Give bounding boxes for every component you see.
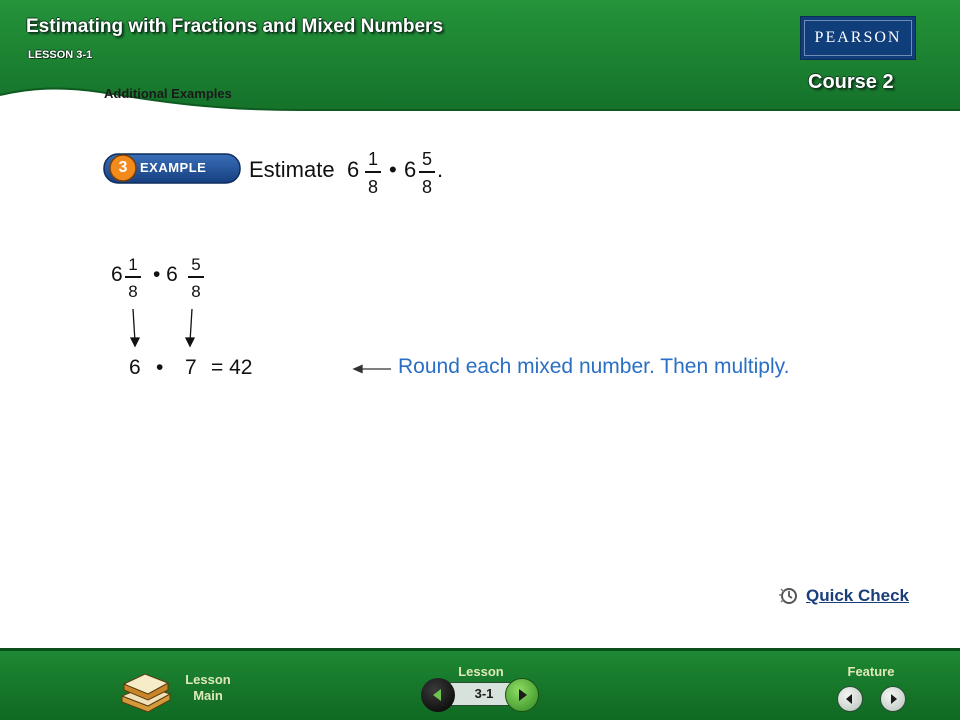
- example-number: 3: [118, 159, 128, 176]
- lesson-main-line-1: Lesson: [185, 672, 231, 687]
- feature-nav-label: Feature: [847, 664, 895, 679]
- lesson-main-line-2: Main: [193, 688, 223, 704]
- product-result: = 42: [211, 356, 253, 379]
- lesson-nav-label: Lesson: [458, 664, 504, 679]
- pearson-logo: [800, 16, 916, 60]
- quick-check-link[interactable]: [778, 585, 909, 607]
- next-feature-button[interactable]: [880, 686, 906, 712]
- chevron-right-icon: [887, 693, 899, 705]
- lesson-main-link[interactable]: [176, 672, 240, 705]
- pearson-logo-text: PEARSON: [814, 29, 902, 46]
- work-fraction-bar-2: [188, 276, 204, 278]
- example-label: EXAMPLE: [140, 160, 207, 175]
- rounded-value-1: 6: [129, 356, 141, 379]
- work-numerator-1: 1: [128, 255, 138, 274]
- chevron-left-icon: [844, 693, 856, 705]
- left-arrow-icon: [354, 366, 391, 373]
- quick-check-icon: [778, 585, 800, 607]
- prompt-fraction-bar-1: [365, 171, 381, 173]
- work-dot-whole-2: • 6: [153, 263, 178, 286]
- prompt-numerator-1: 1: [367, 149, 378, 169]
- work-denominator-2: 8: [191, 282, 201, 301]
- work-whole-1: 6: [111, 263, 123, 286]
- work-fraction-bar-1: [125, 276, 141, 278]
- prompt-denominator-2: 8: [421, 177, 432, 197]
- next-lesson-button[interactable]: [505, 678, 539, 712]
- course-label: Course 2: [808, 71, 894, 93]
- work-numerator-2: 5: [191, 255, 201, 274]
- chevron-right-icon: [515, 688, 529, 702]
- section-subtitle: Additional Examples: [104, 86, 232, 101]
- prompt-whole-2: 6: [404, 157, 417, 182]
- lesson-number: 3-1: [474, 686, 494, 701]
- prompt-period: .: [437, 157, 444, 182]
- estimate-word: Estimate: [249, 157, 335, 182]
- header: [0, 0, 960, 112]
- lesson-number-label: LESSON 3-1: [28, 49, 93, 61]
- down-arrow-icon: [186, 309, 194, 346]
- prompt-denominator-1: 8: [367, 177, 378, 197]
- prompt-whole-1: 6: [347, 157, 360, 182]
- down-arrow-icon: [131, 309, 139, 346]
- quick-check-label: Quick Check: [806, 586, 909, 605]
- work-denominator-1: 8: [128, 282, 138, 301]
- explanation-note: Round each mixed number. Then multiply.: [398, 355, 790, 378]
- books-icon[interactable]: [118, 666, 174, 712]
- lesson-title: Estimating with Fractions and Mixed Numbers: [26, 16, 444, 37]
- rounded-value-2: 7: [185, 356, 197, 379]
- chevron-left-icon: [431, 688, 445, 702]
- prompt-dot: •: [389, 157, 397, 182]
- previous-feature-button[interactable]: [837, 686, 863, 712]
- prompt-fraction-bar-2: [419, 171, 435, 173]
- prompt-numerator-2: 5: [421, 149, 432, 169]
- multiply-dot: •: [156, 356, 164, 379]
- previous-lesson-button[interactable]: [421, 678, 455, 712]
